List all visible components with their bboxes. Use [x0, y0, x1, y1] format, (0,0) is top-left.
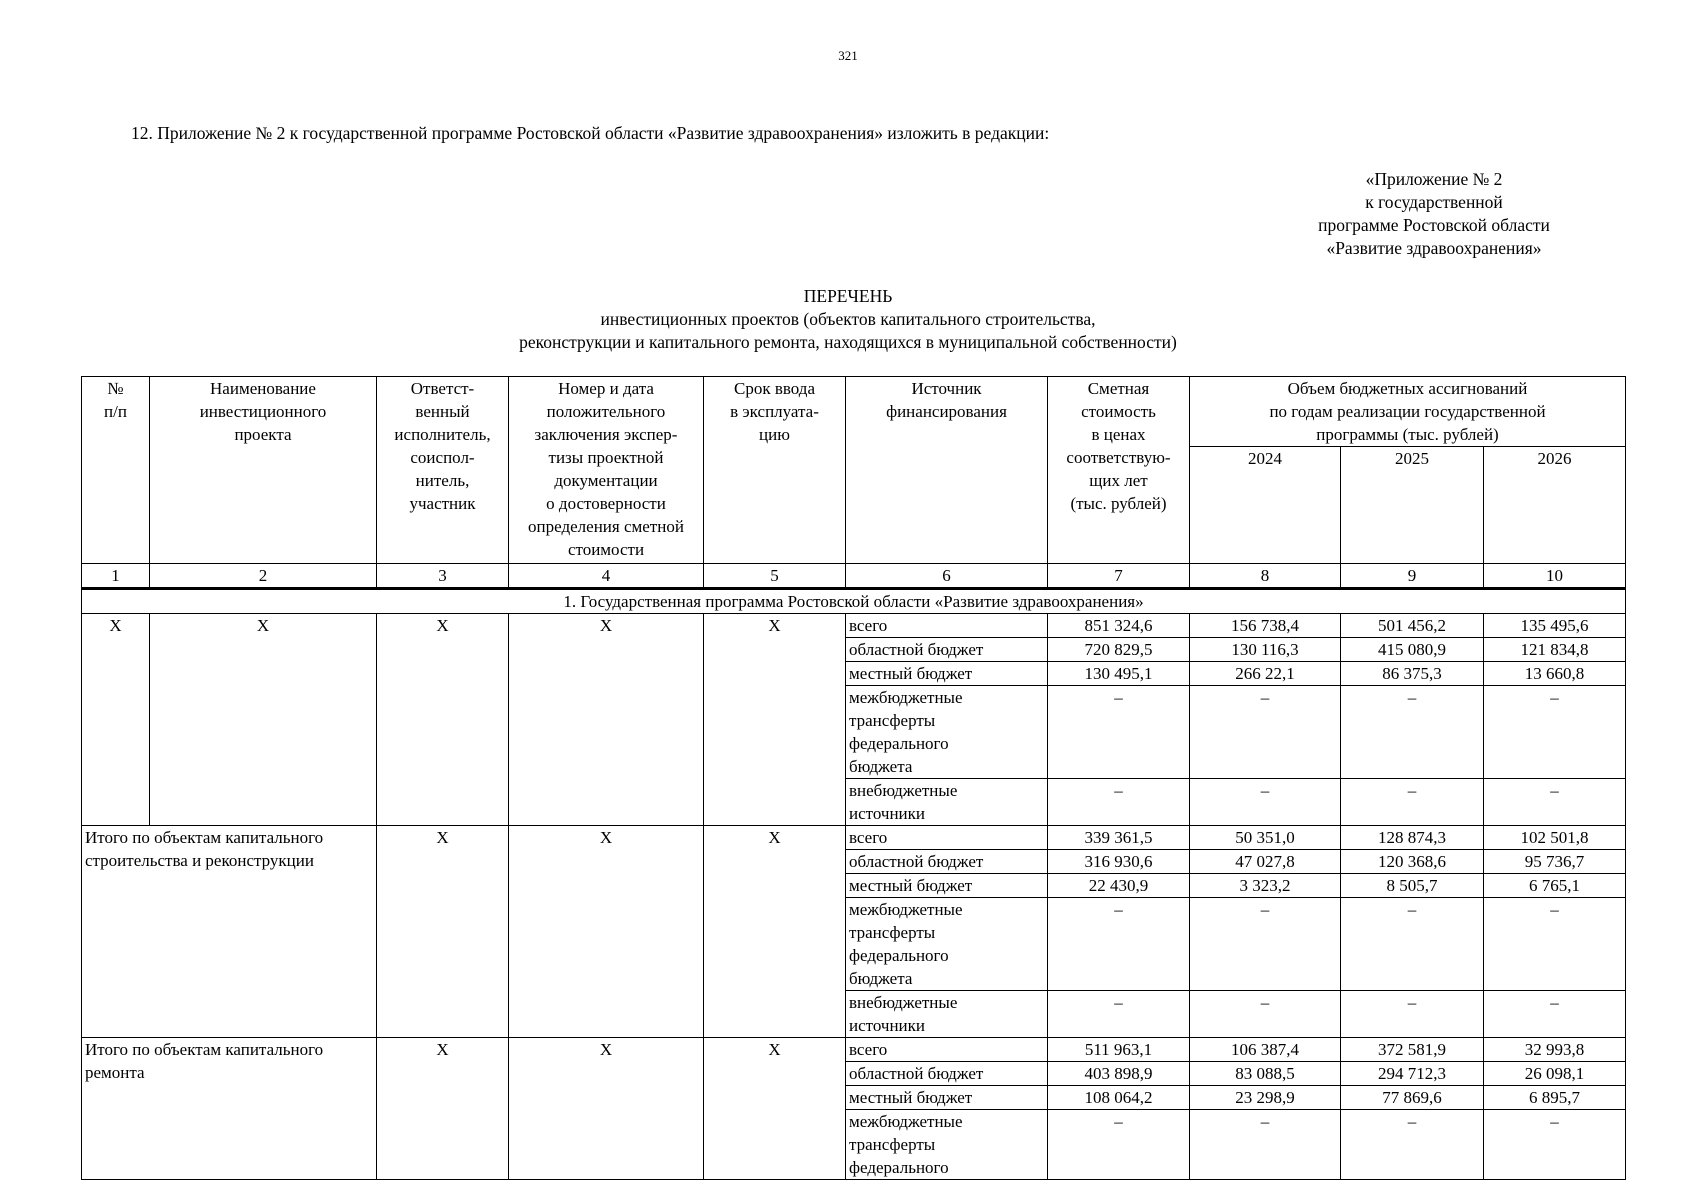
value-cell: 26 098,1 [1484, 1062, 1626, 1086]
table-row [82, 614, 1626, 638]
text-line: бюджета [849, 757, 913, 776]
text-line: федерального [849, 734, 949, 753]
value-cell: – [1484, 898, 1626, 991]
value-cell: – [1341, 991, 1484, 1038]
text-line: определения сметной [528, 517, 684, 536]
text-line: по годам реализации государственной [1269, 402, 1546, 421]
text-line: участник [409, 494, 476, 513]
value-cell: – [1190, 779, 1341, 826]
text-line: соответствую- [1066, 448, 1171, 467]
appendix-line: «Развитие здравоохранения» [1326, 238, 1542, 258]
value-cell: 501 456,2 [1341, 614, 1484, 638]
value-cell: – [1190, 686, 1341, 779]
source-cell: всего [846, 614, 1048, 638]
mark-cell: X [704, 614, 846, 826]
text-line: исполнитель, [394, 425, 491, 444]
text-line: источники [849, 804, 926, 823]
value-cell: 372 581,9 [1341, 1038, 1484, 1062]
source-cell [846, 686, 1048, 779]
mark-cell: X [82, 614, 150, 826]
text-line: Сметная [1087, 379, 1150, 398]
value-cell: 8 505,7 [1341, 874, 1484, 898]
value-cell: 415 080,9 [1341, 638, 1484, 662]
appendix-line: программе Ростовской области [1318, 215, 1550, 235]
value-cell: – [1484, 686, 1626, 779]
section-title: 1. Государственная программа Ростовской области «Развитие здравоохранения» [82, 589, 1626, 614]
text-line: о достоверности [546, 494, 666, 513]
value-cell: – [1484, 991, 1626, 1038]
value-cell: – [1341, 686, 1484, 779]
text-line: стоимости [567, 540, 645, 559]
mark-cell: X [377, 614, 509, 826]
mark-cell: X [150, 614, 377, 826]
value-cell: – [1048, 991, 1190, 1038]
value-cell: – [1190, 991, 1341, 1038]
header-expertise [509, 377, 704, 564]
value-cell: 77 869,6 [1341, 1086, 1484, 1110]
value-cell: – [1048, 686, 1190, 779]
text-line: финансирования [886, 402, 1007, 421]
source-cell: местный бюджет [846, 874, 1048, 898]
value-cell: 86 375,3 [1341, 662, 1484, 686]
value-cell: 156 738,4 [1190, 614, 1341, 638]
text-line: (тыс. рублей) [1070, 494, 1167, 513]
heading-subtitle: инвестиционных проектов (объектов капитального строительства, [600, 309, 1096, 329]
value-cell: 316 930,6 [1048, 850, 1190, 874]
text-line: венный [415, 402, 470, 421]
value-cell: 108 064,2 [1048, 1086, 1190, 1110]
source-cell: всего [846, 1038, 1048, 1062]
mark-cell: X [509, 826, 704, 1038]
value-cell: 403 898,9 [1048, 1062, 1190, 1086]
value-cell: 83 088,5 [1190, 1062, 1341, 1086]
mark-cell: X [509, 614, 704, 826]
mark-cell: X [704, 826, 846, 1038]
text-line: инвестиционного [199, 402, 327, 421]
value-cell: 23 298,9 [1190, 1086, 1341, 1110]
heading-subtitle: реконструкции и капитального ремонта, находящихся в муниципальной собственности) [519, 332, 1177, 352]
value-cell: 339 361,5 [1048, 826, 1190, 850]
value-cell: 102 501,8 [1484, 826, 1626, 850]
column-number: 7 [1048, 564, 1190, 589]
source-cell [846, 779, 1048, 826]
text-line: положительного [546, 402, 666, 421]
value-cell: 6 765,1 [1484, 874, 1626, 898]
text-line: бюджета [849, 969, 913, 988]
source-cell [846, 1110, 1048, 1180]
value-cell: – [1484, 1110, 1626, 1180]
text-line: проекта [234, 425, 292, 444]
value-cell: 47 027,8 [1190, 850, 1341, 874]
appendix-reference [1274, 168, 1594, 260]
subtotal-title: Итого по объектам капитального ремонта [82, 1038, 377, 1180]
value-cell: 6 895,7 [1484, 1086, 1626, 1110]
value-cell: 130 495,1 [1048, 662, 1190, 686]
value-cell: 13 660,8 [1484, 662, 1626, 686]
header-number [82, 377, 150, 564]
text-line: трансферты [849, 923, 936, 942]
text-line: программы (тыс. рублей) [1316, 425, 1499, 444]
header-responsible [377, 377, 509, 564]
text-line: Номер и дата [558, 379, 654, 398]
value-cell: – [1341, 779, 1484, 826]
table-row [82, 826, 1626, 850]
appendix-line: к государственной [1365, 192, 1503, 212]
appendix-line: «Приложение № 2 [1365, 169, 1503, 189]
header-funding-source [846, 377, 1048, 564]
text-line: внебюджетные [849, 993, 958, 1012]
source-cell: всего [846, 826, 1048, 850]
value-cell: 3 323,2 [1190, 874, 1341, 898]
column-number: 10 [1484, 564, 1626, 589]
header-budget-volume [1190, 377, 1626, 447]
mark-cell: X [377, 1038, 509, 1180]
value-cell: 22 430,9 [1048, 874, 1190, 898]
column-number: 3 [377, 564, 509, 589]
text-line: цию [759, 425, 790, 444]
document-heading [0, 285, 1696, 354]
value-cell: – [1341, 1110, 1484, 1180]
value-cell: 851 324,6 [1048, 614, 1190, 638]
value-cell: 128 874,3 [1341, 826, 1484, 850]
header-year: 2026 [1484, 447, 1626, 564]
text-line: межбюджетные [849, 900, 963, 919]
header-year: 2024 [1190, 447, 1341, 564]
heading-title: ПЕРЕЧЕНЬ [803, 286, 893, 306]
value-cell: 106 387,4 [1190, 1038, 1341, 1062]
text-line: стоимость [1081, 402, 1156, 421]
text-line: заключения экспер- [534, 425, 678, 444]
value-cell: – [1341, 898, 1484, 991]
text-line: Ответст- [410, 379, 475, 398]
source-cell: областной бюджет [846, 1062, 1048, 1086]
value-cell: 120 368,6 [1341, 850, 1484, 874]
value-cell: 266 22,1 [1190, 662, 1341, 686]
value-cell: – [1190, 898, 1341, 991]
text-line: п/п [104, 402, 127, 421]
text-line: тизы проектной [548, 448, 664, 467]
mark-cell: X [704, 1038, 846, 1180]
column-number: 4 [509, 564, 704, 589]
header-commissioning-date [704, 377, 846, 564]
column-number: 6 [846, 564, 1048, 589]
text-line: щих лет [1089, 471, 1148, 490]
page-number: 321 [838, 48, 858, 63]
value-cell: – [1048, 779, 1190, 826]
value-cell: 121 834,8 [1484, 638, 1626, 662]
column-number: 5 [704, 564, 846, 589]
value-cell: – [1190, 1110, 1341, 1180]
text-line: трансферты [849, 1135, 936, 1154]
value-cell: – [1484, 779, 1626, 826]
value-cell: 511 963,1 [1048, 1038, 1190, 1062]
text-line: межбюджетные [849, 688, 963, 707]
text-line: документации [554, 471, 658, 490]
value-cell: 135 495,6 [1484, 614, 1626, 638]
table-row [82, 1038, 1626, 1062]
source-cell: областной бюджет [846, 850, 1048, 874]
header-estimated-cost [1048, 377, 1190, 564]
subtotal-title: Итого по объектам капитального строительства и реконструкции [82, 826, 377, 1038]
source-cell [846, 898, 1048, 991]
value-cell: 720 829,5 [1048, 638, 1190, 662]
source-cell [846, 991, 1048, 1038]
column-number: 8 [1190, 564, 1341, 589]
text-line: Источник [911, 379, 982, 398]
mark-cell: X [377, 826, 509, 1038]
investment-projects-table [81, 376, 1626, 1180]
mark-cell: X [509, 1038, 704, 1180]
source-cell: местный бюджет [846, 1086, 1048, 1110]
value-cell: 50 351,0 [1190, 826, 1341, 850]
text-line: межбюджетные [849, 1112, 963, 1131]
text-line: в эксплуата- [730, 402, 819, 421]
value-cell: 294 712,3 [1341, 1062, 1484, 1086]
column-number: 2 [150, 564, 377, 589]
source-cell: местный бюджет [846, 662, 1048, 686]
value-cell: 130 116,3 [1190, 638, 1341, 662]
text-line: Объем бюджетных ассигнований [1287, 379, 1528, 398]
text-line: внебюджетные [849, 781, 958, 800]
value-cell: – [1048, 1110, 1190, 1180]
value-cell: 95 736,7 [1484, 850, 1626, 874]
source-cell: областной бюджет [846, 638, 1048, 662]
text-line: в ценах [1091, 425, 1146, 444]
text-line: Срок ввода [734, 379, 815, 398]
value-cell: 32 993,8 [1484, 1038, 1626, 1062]
text-line: нитель, [415, 471, 470, 490]
column-number: 9 [1341, 564, 1484, 589]
text-line: источники [849, 1016, 926, 1035]
text-line: трансферты [849, 711, 936, 730]
text-line: федерального [849, 946, 949, 965]
value-cell: – [1048, 898, 1190, 991]
text-line: № [107, 379, 124, 398]
header-project-name [150, 377, 377, 564]
column-number: 1 [82, 564, 150, 589]
header-year: 2025 [1341, 447, 1484, 564]
intro-paragraph: 12. Приложение № 2 к государственной программе Ростовской области «Развитие здравоохранения» изложить в редакции: [131, 123, 1050, 143]
text-line: федерального [849, 1158, 949, 1177]
text-line: Наименование [210, 379, 316, 398]
text-line: соиспол- [410, 448, 475, 467]
